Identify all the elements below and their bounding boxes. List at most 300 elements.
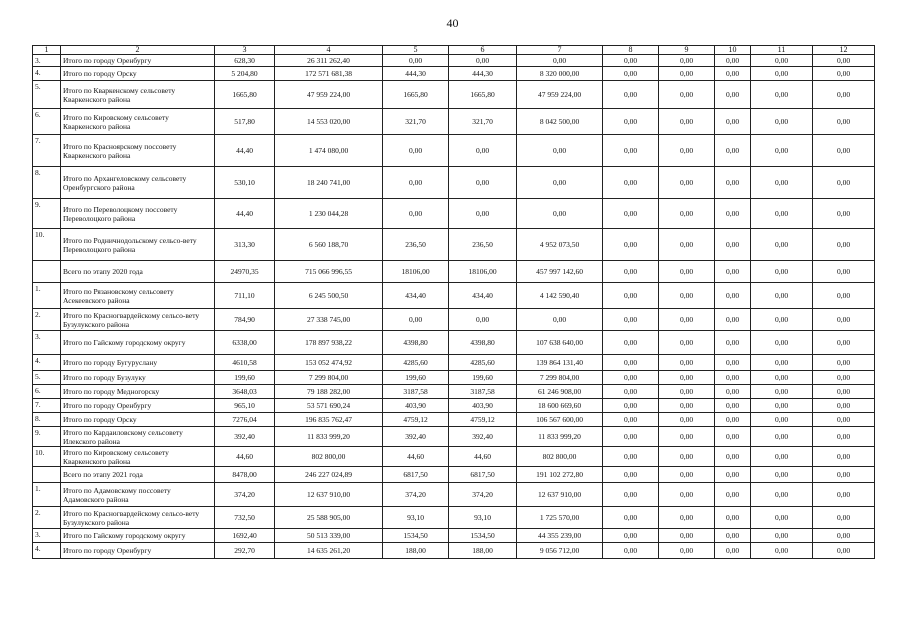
- row-name: Итого по городу Оренбургу: [61, 399, 215, 413]
- cell-value: 0,00: [813, 371, 875, 385]
- cell-value: 12 637 910,00: [517, 483, 603, 507]
- cell-value: 0,00: [715, 167, 751, 199]
- cell-value: 0,00: [813, 167, 875, 199]
- cell-value: 0,00: [603, 371, 659, 385]
- row-number: 6.: [33, 109, 61, 135]
- cell-value: 0,00: [659, 529, 715, 543]
- table-row: [33, 167, 875, 199]
- cell-value: 53 571 690,24: [275, 399, 383, 413]
- cell-value: 0,00: [715, 261, 751, 283]
- cell-value: 0,00: [715, 543, 751, 559]
- cell-value: 0,00: [603, 507, 659, 529]
- cell-value: 0,00: [603, 67, 659, 81]
- cell-value: 3187,58: [449, 385, 517, 399]
- cell-value: 0,00: [813, 447, 875, 467]
- cell-value: 26 311 262,40: [275, 55, 383, 67]
- row-number: 7.: [33, 399, 61, 413]
- cell-value: 18106,00: [383, 261, 449, 283]
- row-name: Итого по Красногвардейскому сельсо-вету Бузулукского района: [61, 309, 215, 331]
- row-number: 9.: [33, 199, 61, 229]
- column-number: 4: [275, 46, 383, 55]
- row-name: Итого по Гайскому городскому округу: [61, 529, 215, 543]
- cell-value: 93,10: [383, 507, 449, 529]
- cell-value: 321,70: [449, 109, 517, 135]
- row-name: Итого по Кваркенскому сельсовету Кваркенского района: [61, 81, 215, 109]
- cell-value: 6 560 188,70: [275, 229, 383, 261]
- row-number: 9.: [33, 427, 61, 447]
- column-number: 5: [383, 46, 449, 55]
- row-number: 10.: [33, 229, 61, 261]
- cell-value: 0,00: [603, 413, 659, 427]
- row-number: 6.: [33, 385, 61, 399]
- cell-value: 0,00: [659, 507, 715, 529]
- cell-value: 47 959 224,00: [275, 81, 383, 109]
- cell-value: 4 952 073,50: [517, 229, 603, 261]
- cell-value: 0,00: [603, 385, 659, 399]
- cell-value: 0,00: [603, 467, 659, 483]
- cell-value: 9 056 712,00: [517, 543, 603, 559]
- row-name: Итого по Кировскому сельсовету Кваркенского района: [61, 447, 215, 467]
- cell-value: 0,00: [659, 467, 715, 483]
- cell-value: 628,30: [215, 55, 275, 67]
- cell-value: 0,00: [813, 467, 875, 483]
- cell-value: 1665,80: [449, 81, 517, 109]
- cell-value: 0,00: [751, 109, 813, 135]
- cell-value: 0,00: [751, 167, 813, 199]
- row-number: 1.: [33, 283, 61, 309]
- row-name: Всего по этапу 2020 года: [61, 261, 215, 283]
- cell-value: 0,00: [751, 413, 813, 427]
- cell-value: 0,00: [751, 135, 813, 167]
- row-name: Итого по Архангеловскому сельсовету Оренбургского района: [61, 167, 215, 199]
- cell-value: 0,00: [715, 467, 751, 483]
- cell-value: 18106,00: [449, 261, 517, 283]
- row-name: Итого по Рязановскому сельсовету Асекеевского района: [61, 283, 215, 309]
- cell-value: 1 230 044,28: [275, 199, 383, 229]
- table-row: [33, 467, 875, 483]
- row-number: 3.: [33, 331, 61, 355]
- cell-value: 44,40: [215, 199, 275, 229]
- cell-value: 0,00: [751, 427, 813, 447]
- cell-value: 153 052 474,92: [275, 355, 383, 371]
- cell-value: 0,00: [603, 427, 659, 447]
- cell-value: 0,00: [813, 355, 875, 371]
- row-number: 3.: [33, 529, 61, 543]
- column-number: 3: [215, 46, 275, 55]
- cell-value: 0,00: [751, 399, 813, 413]
- cell-value: 6817,50: [449, 467, 517, 483]
- table-row: [33, 385, 875, 399]
- cell-value: 0,00: [383, 199, 449, 229]
- cell-value: 0,00: [659, 55, 715, 67]
- cell-value: 0,00: [813, 229, 875, 261]
- cell-value: 14 635 261,20: [275, 543, 383, 559]
- column-number: 6: [449, 46, 517, 55]
- cell-value: 0,00: [449, 199, 517, 229]
- table-row: [33, 67, 875, 81]
- cell-value: 0,00: [715, 309, 751, 331]
- cell-value: 0,00: [813, 261, 875, 283]
- cell-value: 0,00: [517, 167, 603, 199]
- cell-value: 0,00: [715, 199, 751, 229]
- cell-value: 0,00: [751, 543, 813, 559]
- cell-value: 392,40: [449, 427, 517, 447]
- cell-value: 0,00: [715, 427, 751, 447]
- cell-value: 8478,00: [215, 467, 275, 483]
- cell-value: 0,00: [659, 413, 715, 427]
- cell-value: 0,00: [751, 331, 813, 355]
- cell-value: 1534,50: [383, 529, 449, 543]
- cell-value: 0,00: [751, 355, 813, 371]
- cell-value: 0,00: [603, 309, 659, 331]
- row-number: [33, 467, 61, 483]
- cell-value: 0,00: [715, 399, 751, 413]
- cell-value: 0,00: [517, 199, 603, 229]
- cell-value: 0,00: [383, 55, 449, 67]
- cell-value: 0,00: [603, 283, 659, 309]
- table-row: [33, 109, 875, 135]
- cell-value: 0,00: [659, 309, 715, 331]
- row-number: 10.: [33, 447, 61, 467]
- cell-value: 3187,58: [383, 385, 449, 399]
- table-row: [33, 261, 875, 283]
- cell-value: 0,00: [813, 199, 875, 229]
- cell-value: 6 245 500,50: [275, 283, 383, 309]
- cell-value: 0,00: [659, 427, 715, 447]
- cell-value: 0,00: [659, 447, 715, 467]
- cell-value: 199,60: [383, 371, 449, 385]
- table-row: [33, 507, 875, 529]
- cell-value: 0,00: [603, 483, 659, 507]
- cell-value: 8 320 000,00: [517, 67, 603, 81]
- cell-value: 0,00: [751, 507, 813, 529]
- cell-value: 0,00: [715, 413, 751, 427]
- table-row: [33, 447, 875, 467]
- cell-value: 6817,50: [383, 467, 449, 483]
- cell-value: 0,00: [715, 55, 751, 67]
- cell-value: 0,00: [603, 109, 659, 135]
- cell-value: 1534,50: [449, 529, 517, 543]
- table-row: [33, 135, 875, 167]
- cell-value: 0,00: [813, 413, 875, 427]
- cell-value: 139 864 131,40: [517, 355, 603, 371]
- table-row: [33, 371, 875, 385]
- cell-value: 0,00: [659, 483, 715, 507]
- cell-value: 178 897 938,22: [275, 331, 383, 355]
- cell-value: 392,40: [383, 427, 449, 447]
- cell-value: 444,30: [383, 67, 449, 81]
- cell-value: 374,20: [215, 483, 275, 507]
- cell-value: 0,00: [751, 67, 813, 81]
- cell-value: 188,00: [449, 543, 517, 559]
- cell-value: 44,40: [215, 135, 275, 167]
- cell-value: 0,00: [603, 399, 659, 413]
- cell-value: 0,00: [813, 109, 875, 135]
- cell-value: 0,00: [715, 109, 751, 135]
- cell-value: 0,00: [813, 81, 875, 109]
- cell-value: 0,00: [659, 199, 715, 229]
- cell-value: 0,00: [449, 309, 517, 331]
- cell-value: 1 725 570,00: [517, 507, 603, 529]
- cell-value: 0,00: [659, 385, 715, 399]
- column-number: 7: [517, 46, 603, 55]
- cell-value: 199,60: [449, 371, 517, 385]
- row-name: Итого по Адамовскому поссовету Адамовского района: [61, 483, 215, 507]
- cell-value: 392,40: [215, 427, 275, 447]
- cell-value: 0,00: [813, 543, 875, 559]
- cell-value: 0,00: [517, 135, 603, 167]
- cell-value: 0,00: [751, 371, 813, 385]
- cell-value: 246 227 024,89: [275, 467, 383, 483]
- cell-value: 0,00: [813, 427, 875, 447]
- cell-value: 7276,04: [215, 413, 275, 427]
- cell-value: 3648,03: [215, 385, 275, 399]
- cell-value: 0,00: [449, 135, 517, 167]
- table-row: [33, 199, 875, 229]
- row-name: Итого по Кардаиловскому сельсовету Илекского района: [61, 427, 215, 447]
- cell-value: 4398,80: [383, 331, 449, 355]
- row-name: Всего по этапу 2021 года: [61, 467, 215, 483]
- cell-value: 0,00: [813, 399, 875, 413]
- cell-value: 374,20: [449, 483, 517, 507]
- cell-value: 965,10: [215, 399, 275, 413]
- cell-value: 236,50: [449, 229, 517, 261]
- cell-value: 0,00: [715, 331, 751, 355]
- row-number: 1.: [33, 483, 61, 507]
- cell-value: 0,00: [603, 355, 659, 371]
- cell-value: 0,00: [715, 385, 751, 399]
- row-name: Итого по городу Бузулуку: [61, 371, 215, 385]
- row-name: Итого по городу Оренбургу: [61, 55, 215, 67]
- row-number: 4.: [33, 543, 61, 559]
- cell-value: 8 042 500,00: [517, 109, 603, 135]
- cell-value: 0,00: [813, 529, 875, 543]
- cell-value: 0,00: [813, 135, 875, 167]
- cell-value: 11 833 999,20: [275, 427, 383, 447]
- table-row: [33, 229, 875, 261]
- cell-value: 403,90: [449, 399, 517, 413]
- cell-value: 7 299 804,00: [275, 371, 383, 385]
- row-number: 3.: [33, 55, 61, 67]
- cell-value: 0,00: [383, 135, 449, 167]
- row-number: 4.: [33, 67, 61, 81]
- cell-value: 44,60: [383, 447, 449, 467]
- cell-value: 4285,60: [449, 355, 517, 371]
- cell-value: 0,00: [659, 355, 715, 371]
- cell-value: 0,00: [659, 67, 715, 81]
- table-row: [33, 413, 875, 427]
- cell-value: 0,00: [715, 529, 751, 543]
- cell-value: 11 833 999,20: [517, 427, 603, 447]
- cell-value: 434,40: [449, 283, 517, 309]
- cell-value: 0,00: [517, 309, 603, 331]
- cell-value: 0,00: [715, 483, 751, 507]
- row-name: Итого по Красноярскому поссовету Кваркенского района: [61, 135, 215, 167]
- cell-value: 4759,12: [383, 413, 449, 427]
- column-number-row: [33, 46, 875, 55]
- cell-value: 0,00: [383, 309, 449, 331]
- cell-value: 191 102 272,80: [517, 467, 603, 483]
- budget-table: [32, 45, 875, 559]
- column-number: 12: [813, 46, 875, 55]
- cell-value: 1 474 080,00: [275, 135, 383, 167]
- table-row: [33, 81, 875, 109]
- cell-value: 444,30: [449, 67, 517, 81]
- cell-value: 93,10: [449, 507, 517, 529]
- cell-value: 196 835 762,47: [275, 413, 383, 427]
- cell-value: 6338,00: [215, 331, 275, 355]
- cell-value: 0,00: [751, 199, 813, 229]
- cell-value: 1665,80: [383, 81, 449, 109]
- cell-value: 0,00: [383, 167, 449, 199]
- cell-value: 292,70: [215, 543, 275, 559]
- page-number: 40: [446, 16, 459, 30]
- cell-value: 0,00: [603, 135, 659, 167]
- cell-value: 0,00: [715, 67, 751, 81]
- cell-value: 7 299 804,00: [517, 371, 603, 385]
- cell-value: 1692,40: [215, 529, 275, 543]
- row-name: Итого по Родничнодольскому сельсо-вету Переволоцкого района: [61, 229, 215, 261]
- cell-value: 732,50: [215, 507, 275, 529]
- cell-value: 44,60: [215, 447, 275, 467]
- cell-value: 313,30: [215, 229, 275, 261]
- cell-value: 0,00: [659, 331, 715, 355]
- cell-value: 0,00: [751, 447, 813, 467]
- table-row: [33, 483, 875, 507]
- cell-value: 0,00: [813, 55, 875, 67]
- cell-value: 0,00: [449, 167, 517, 199]
- column-number: 2: [61, 46, 215, 55]
- table-row: [33, 543, 875, 559]
- cell-value: 4398,80: [449, 331, 517, 355]
- cell-value: 0,00: [659, 371, 715, 385]
- cell-value: 0,00: [751, 55, 813, 67]
- row-number: 8.: [33, 167, 61, 199]
- row-name: Итого по Переволоцкому поссовету Переволоцкого района: [61, 199, 215, 229]
- cell-value: 0,00: [813, 309, 875, 331]
- cell-value: 24970,35: [215, 261, 275, 283]
- cell-value: 0,00: [715, 447, 751, 467]
- row-name: Итого по городу Бугуруслану: [61, 355, 215, 371]
- cell-value: 12 637 910,00: [275, 483, 383, 507]
- cell-value: 4 142 590,40: [517, 283, 603, 309]
- column-number: 8: [603, 46, 659, 55]
- cell-value: 802 800,00: [275, 447, 383, 467]
- cell-value: 18 600 669,60: [517, 399, 603, 413]
- cell-value: 0,00: [603, 167, 659, 199]
- row-name: Итого по городу Орску: [61, 413, 215, 427]
- row-name: Итого по городу Орску: [61, 67, 215, 81]
- cell-value: 47 959 224,00: [517, 81, 603, 109]
- cell-value: 25 588 905,00: [275, 507, 383, 529]
- row-number: 2.: [33, 507, 61, 529]
- cell-value: 0,00: [659, 229, 715, 261]
- cell-value: 0,00: [715, 507, 751, 529]
- cell-value: 0,00: [715, 135, 751, 167]
- cell-value: 0,00: [659, 81, 715, 109]
- cell-value: 0,00: [813, 331, 875, 355]
- cell-value: 0,00: [751, 385, 813, 399]
- table-row: [33, 529, 875, 543]
- cell-value: 4759,12: [449, 413, 517, 427]
- row-number: 5.: [33, 81, 61, 109]
- cell-value: 0,00: [603, 55, 659, 67]
- column-number: 9: [659, 46, 715, 55]
- cell-value: 0,00: [603, 229, 659, 261]
- row-name: Итого по Кировскому сельсовету Кваркенского района: [61, 109, 215, 135]
- cell-value: 374,20: [383, 483, 449, 507]
- cell-value: 0,00: [715, 229, 751, 261]
- table-row: [33, 331, 875, 355]
- cell-value: 0,00: [603, 199, 659, 229]
- cell-value: 784,90: [215, 309, 275, 331]
- column-number: 11: [751, 46, 813, 55]
- cell-value: 0,00: [603, 261, 659, 283]
- cell-value: 0,00: [751, 261, 813, 283]
- cell-value: 0,00: [715, 283, 751, 309]
- column-number: 10: [715, 46, 751, 55]
- cell-value: 0,00: [659, 399, 715, 413]
- row-number: 8.: [33, 413, 61, 427]
- cell-value: 0,00: [603, 529, 659, 543]
- cell-value: 711,10: [215, 283, 275, 309]
- cell-value: 0,00: [659, 543, 715, 559]
- cell-value: 0,00: [751, 467, 813, 483]
- cell-value: 517,80: [215, 109, 275, 135]
- cell-value: 0,00: [603, 81, 659, 109]
- cell-value: 0,00: [813, 483, 875, 507]
- table-row: [33, 309, 875, 331]
- cell-value: 18 240 741,00: [275, 167, 383, 199]
- row-name: Итого по Красногвардейскому сельсо-вету Бузулукского района: [61, 507, 215, 529]
- row-number: 4.: [33, 355, 61, 371]
- cell-value: 0,00: [813, 283, 875, 309]
- cell-value: 434,40: [383, 283, 449, 309]
- cell-value: 0,00: [603, 331, 659, 355]
- row-number: 5.: [33, 371, 61, 385]
- cell-value: 0,00: [751, 309, 813, 331]
- cell-value: 4285,60: [383, 355, 449, 371]
- cell-value: 0,00: [751, 483, 813, 507]
- cell-value: 0,00: [715, 355, 751, 371]
- table-row: [33, 283, 875, 309]
- row-number: [33, 261, 61, 283]
- cell-value: 0,00: [659, 283, 715, 309]
- cell-value: 0,00: [813, 507, 875, 529]
- cell-value: 321,70: [383, 109, 449, 135]
- cell-value: 107 638 640,00: [517, 331, 603, 355]
- table-row: [33, 355, 875, 371]
- cell-value: 27 338 745,00: [275, 309, 383, 331]
- cell-value: 457 997 142,60: [517, 261, 603, 283]
- cell-value: 0,00: [813, 67, 875, 81]
- cell-value: 0,00: [715, 371, 751, 385]
- cell-value: 0,00: [603, 447, 659, 467]
- cell-value: 50 513 339,00: [275, 529, 383, 543]
- cell-value: 0,00: [659, 109, 715, 135]
- cell-value: 0,00: [659, 167, 715, 199]
- cell-value: 14 553 020,00: [275, 109, 383, 135]
- cell-value: 61 246 908,00: [517, 385, 603, 399]
- table-row: [33, 55, 875, 67]
- cell-value: 172 571 681,38: [275, 67, 383, 81]
- cell-value: 199,60: [215, 371, 275, 385]
- table-row: [33, 427, 875, 447]
- cell-value: 0,00: [751, 229, 813, 261]
- cell-value: 106 567 600,00: [517, 413, 603, 427]
- cell-value: 0,00: [751, 529, 813, 543]
- cell-value: 1665,80: [215, 81, 275, 109]
